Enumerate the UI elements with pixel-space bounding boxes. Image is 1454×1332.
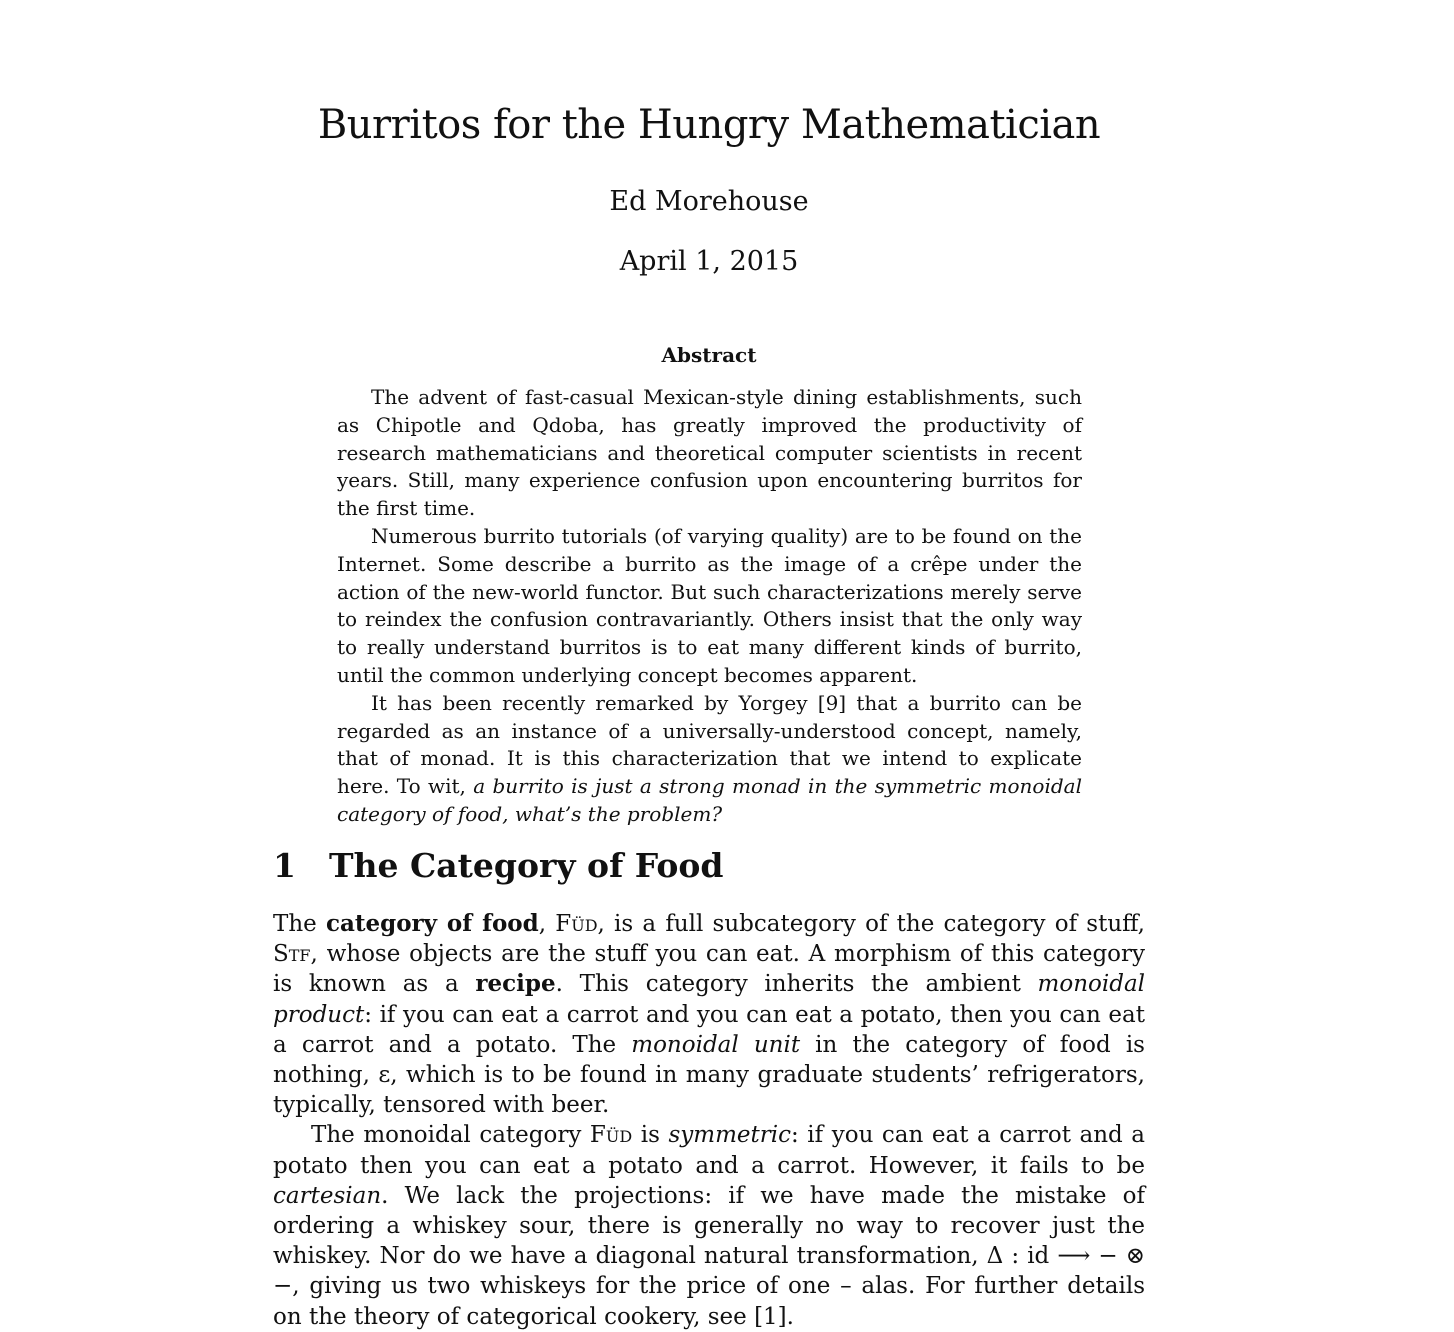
- text-run: The monoidal category: [311, 1122, 582, 1149]
- term-monoidal-product: monoidal product: [273, 971, 1146, 1028]
- text-run: , is a full subcategory of the category of stuff,: [597, 911, 1145, 937]
- symbol-stf: Stf: [273, 941, 311, 968]
- abstract-paragraph-3-emphasis: a burrito is just a strong monad in the symmetric monoidal category of food, what’s the problem?: [337, 774, 1082, 826]
- text-run: . This category inherits the ambient: [555, 971, 1021, 998]
- term-cartesian: cartesian: [273, 1182, 382, 1209]
- abstract-heading: Abstract: [661, 343, 757, 367]
- section-paragraph-1: [273, 909, 1145, 1120]
- abstract-body: [337, 384, 1082, 829]
- section-heading: [273, 842, 723, 890]
- section-body: [273, 909, 1145, 1332]
- text-run: is: [640, 1122, 660, 1149]
- section-number: 1: [273, 846, 296, 885]
- text-run: : if you can eat a carrot and you can eat a potato, then you can eat a carrot and a potato. The: [273, 1001, 1145, 1058]
- paper-title: Burritos for the Hungry Mathematician: [317, 102, 1101, 148]
- text-run: ,: [538, 911, 547, 937]
- text-run: The: [273, 911, 317, 937]
- term-symmetric: symmetric: [668, 1122, 791, 1149]
- abstract-paragraph-2: Numerous burrito tutorials (of varying quality) are to be found on the Internet. Some describe a burrito as the image of a crêpe under the action of the new-world functor. But such characterizations merely serve to reindex the confusion contravariantly. Others insist that the only way to really understand burritos is to eat many different kinds of burrito, until the common underlying concept becomes apparent.: [337, 523, 1082, 687]
- term-category-of-food: category of food: [325, 910, 539, 937]
- section-title: The Category of Food: [329, 846, 724, 885]
- text-run: : if you can eat a carrot and a potato then you can eat a potato and a carrot. However, it fails to be: [273, 1122, 1146, 1179]
- abstract-paragraph-3: [337, 690, 1082, 829]
- text-run: , whose objects are the stuff you can eat. A morphism of this category is known as a: [273, 941, 1145, 998]
- term-monoidal-unit: monoidal unit: [631, 1031, 801, 1058]
- text-run: . We lack the projections: if we have made the mistake of ordering a whiskey sour, there is generally no way to recover just the whiskey. Nor do we have a diagonal natural transformation, Δ : id ⟶ − ⊗ −, giving us two whiskeys for the price of one – alas. For further details on the theory of categorical cookery, see [1].: [273, 1182, 1145, 1330]
- paper-author: Ed Morehouse: [609, 186, 809, 217]
- term-recipe: recipe: [475, 970, 556, 998]
- symbol-fud: Füd: [589, 1122, 633, 1149]
- paper-date: April 1, 2015: [619, 246, 799, 277]
- symbol-fud: Füd: [555, 911, 598, 937]
- abstract-paragraph-3-text: It has been recently remarked by Yorgey [9] that a burrito can be regarded as an instance of a universally-understood concept, namely, that of monad. It is this characterization that we intend to explicate here. To wit,: [337, 690, 1082, 799]
- abstract-paragraph-1: The advent of fast-casual Mexican-style dining establishments, such as Chipotle and Qdoba, has greatly improved the productivity of research mathematicians and theoretical computer scientists in recent years. Still, many experience confusion upon encountering burritos for the first time.: [337, 385, 1082, 521]
- text-run: in the category of food is nothing, ε, which is to be found in many graduate students’ refrigerators, typically, tensored with beer.: [273, 1031, 1145, 1119]
- section-paragraph-2: [273, 1120, 1145, 1331]
